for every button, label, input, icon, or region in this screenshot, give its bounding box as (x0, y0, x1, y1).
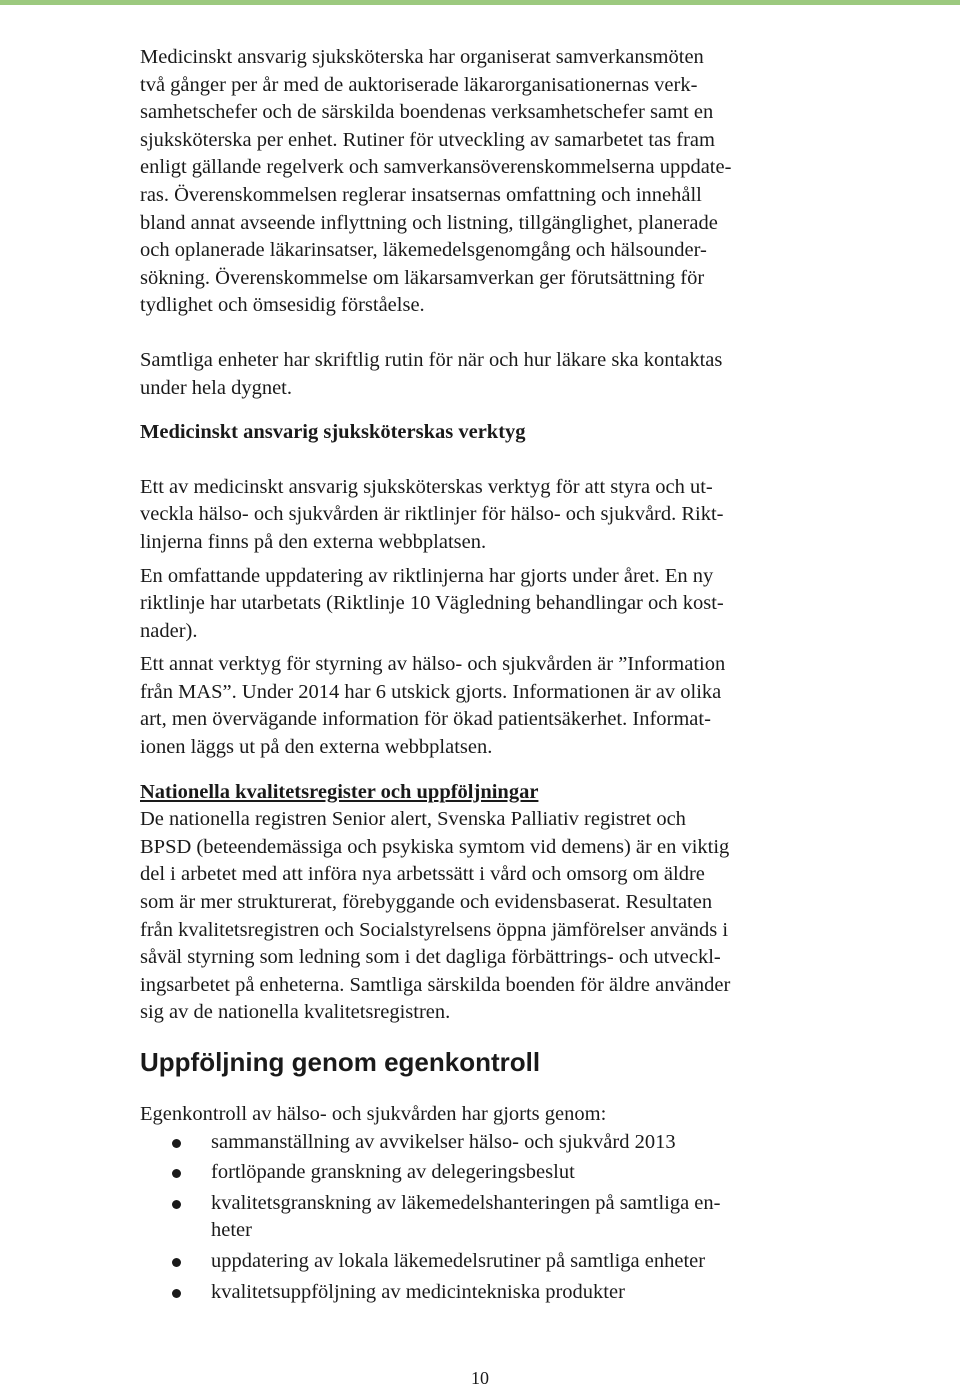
text-line: En omfattande uppdatering av riktlinjerna har gjorts under året. En ny (140, 564, 714, 587)
text-line: från kvalitetsregistren och Socialstyrelsens öppna jämförelser används i (140, 918, 729, 941)
list-item (140, 1190, 830, 1245)
bullet-icon (172, 1169, 181, 1178)
paragraph-guidelines (140, 474, 830, 557)
heading-self-monitoring: Uppföljning genom egenkontroll (140, 1047, 541, 1077)
text-line: från MAS”. Under 2014 har 6 utskick gjorts. Informationen är av olika (140, 680, 722, 703)
bullet-icon (172, 1289, 181, 1298)
text-line: ras. Överenskommelsen reglerar insatsernas omfattning och innehåll (140, 183, 702, 206)
text-line: som är mer strukturerat, förebyggande och evidensbaserat. Resultaten (140, 891, 713, 914)
text-line: del i arbetet med att införa nya arbetssätt i vård och omsorg om äldre (140, 863, 705, 886)
list-item-text: sammanställning av avvikelser hälso- och sjukvård 2013 (211, 1130, 676, 1153)
text-line: såväl styrning som ledning som i det dagliga förbättrings- och utveckl- (140, 946, 721, 969)
paragraph-self-monitoring-intro: Egenkontroll av hälso- och sjukvården har gjorts genom: (140, 1103, 607, 1125)
text-line: Samtliga enheter har skriftlig rutin för när och hur läkare ska kontaktas (140, 348, 723, 371)
bullet-icon (172, 1258, 181, 1267)
text-line: art, men övervägande information för ökad patientsäkerhet. Informat- (140, 708, 711, 731)
top-accent-rule (0, 0, 960, 5)
text-line: under hela dygnet. (140, 376, 292, 399)
self-monitoring-list (140, 1129, 830, 1307)
list-item-text: heter (211, 1219, 252, 1242)
paragraph-information-from-mas (140, 651, 830, 761)
list-item (140, 1279, 830, 1307)
list-item (140, 1129, 830, 1157)
text-line: De nationella registren Senior alert, Svenska Palliativ registret och (140, 808, 686, 831)
text-line: ionen läggs ut på den externa webbplatsen. (140, 736, 493, 759)
list-item-text: uppdatering av lokala läkemedelsrutiner på samtliga enheter (211, 1249, 706, 1272)
list-item-text: kvalitetsuppföljning av medicintekniska produkter (211, 1280, 625, 1303)
text-line: nader). (140, 619, 198, 642)
text-line: sökning. Överenskommelse om läkarsamverkan ger förutsättning för (140, 266, 705, 289)
text-line: linjerna finns på den externa webbplatsen. (140, 530, 487, 553)
paragraph-quality-registers (140, 806, 830, 1027)
paragraph-mas-collaboration (140, 44, 830, 320)
text-line: Medicinskt ansvarig sjuksköterska har organiserat samverkansmöten (140, 46, 704, 68)
text-line: samhetschefer och de särskilda boendenas verksamhetschefer samt en (140, 101, 714, 124)
text-line: ingsarbetet på enheterna. Samtliga särskilda boenden för äldre använder (140, 973, 731, 996)
text-line: bland annat avseende inflyttning och listning, tillgänglighet, planerade (140, 211, 718, 234)
heading-quality-registers: Nationella kvalitetsregister och uppföljningar (140, 780, 539, 803)
list-item (140, 1248, 830, 1276)
list-item-text: kvalitetsgranskning av läkemedelshanteringen på samtliga en- (211, 1191, 721, 1214)
text-line: Ett annat verktyg för styrning av hälso- och sjukvården är ”Information (140, 653, 726, 676)
text-line: två gånger per år med de auktoriserade läkarorganisationernas verk- (140, 73, 698, 96)
list-item (140, 1159, 830, 1187)
text-line: sig av de nationella kvalitetsregistren. (140, 1001, 451, 1024)
document-page (140, 44, 830, 1309)
list-item-text: fortlöpande granskning av delegeringsbeslut (211, 1161, 575, 1184)
text-line: BPSD (beteendemässiga och psykiska symtom vid demens) är en viktig (140, 835, 730, 858)
text-line: veckla hälso- och sjukvården är riktlinjer för hälso- och sjukvård. Rikt- (140, 503, 724, 526)
heading-mas-tools: Medicinskt ansvarig sjuksköterskas verktyg (140, 421, 526, 444)
text-line: riktlinje har utarbetats (Riktlinje 10 Vägledning behandlingar och kost- (140, 592, 724, 615)
bullet-icon (172, 1200, 181, 1209)
paragraph-guideline-update (140, 563, 830, 646)
text-line: sjuksköterska per enhet. Rutiner för utveckling av samarbetet tas fram (140, 128, 715, 151)
text-line: enligt gällande regelverk och samverkansöverenskommelserna uppdate- (140, 156, 732, 179)
text-line: tydlighet och ömsesidig förståelse. (140, 294, 425, 317)
text-line: Ett av medicinskt ansvarig sjuksköterskas verktyg för att styra och ut- (140, 475, 713, 498)
text-line: och oplanerade läkarinsatser, läkemedelsgenomgång och hälsounder- (140, 239, 707, 262)
paragraph-contact-routine (140, 347, 830, 402)
bullet-icon (172, 1139, 181, 1148)
page-number: 10 (471, 1368, 489, 1388)
